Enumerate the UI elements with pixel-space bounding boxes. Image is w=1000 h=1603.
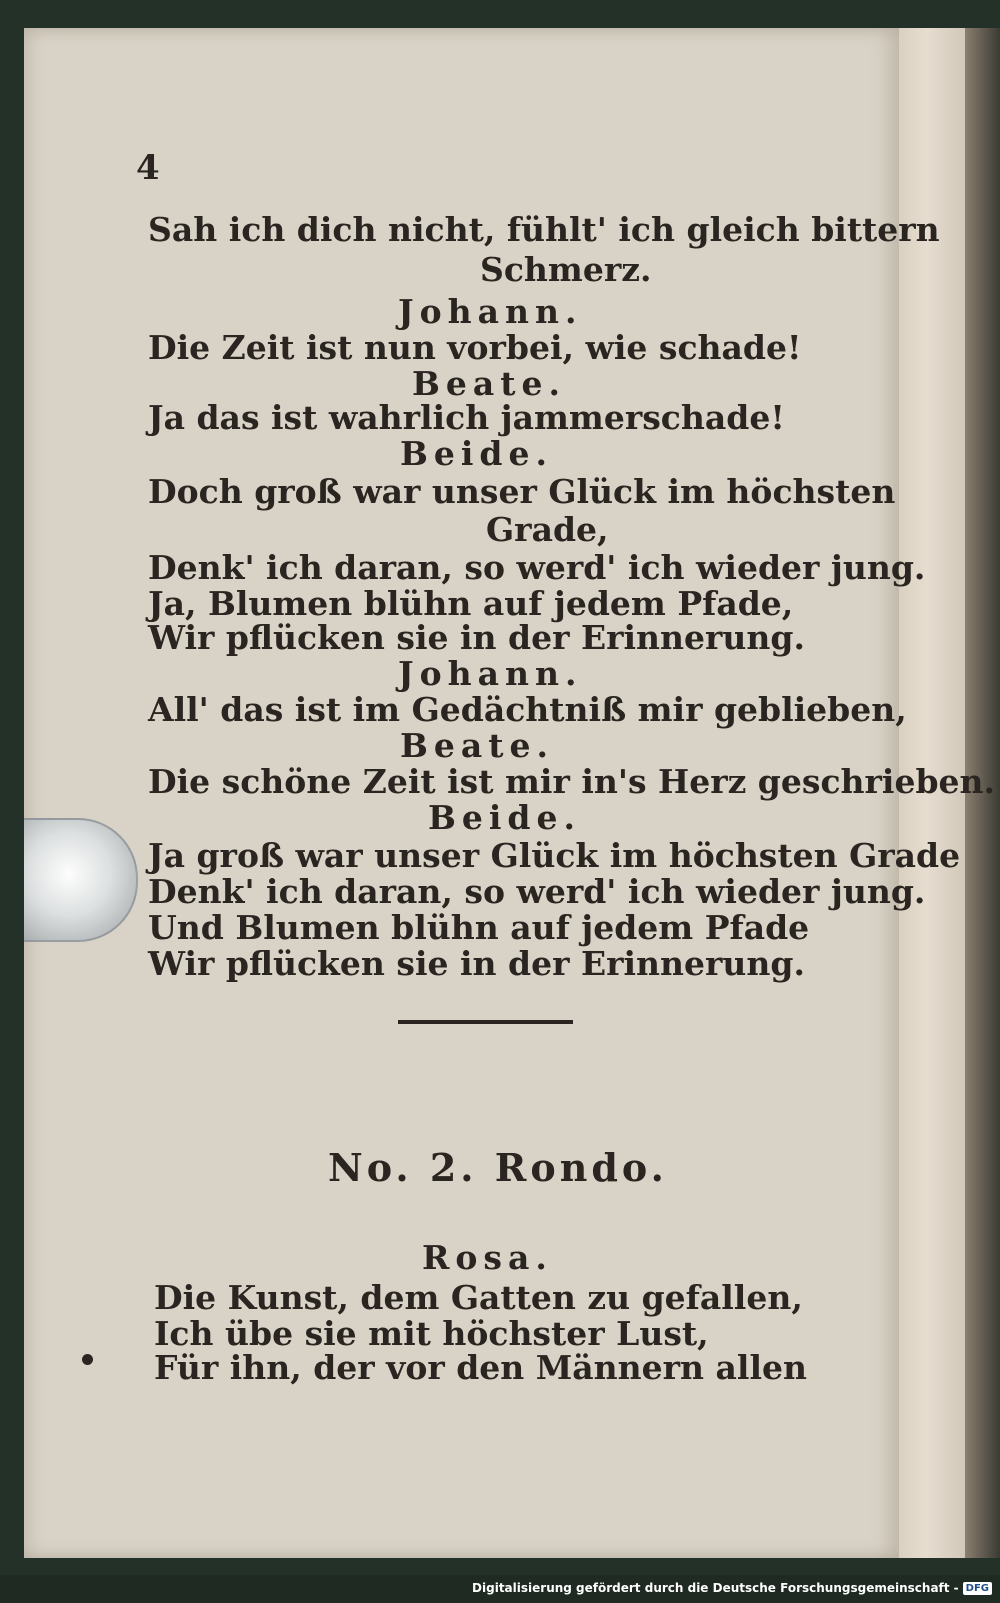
speaker-beate-2: Beate. (400, 726, 554, 765)
text-line-21: Wir pflücken sie in der Erinnerung. (148, 944, 805, 983)
digitization-credit (472, 1581, 992, 1595)
text-line-12: Wir pflücken sie in der Erinnerung. (148, 618, 805, 657)
text-line-4: Die Zeit ist nun vorbei, wie schade! (148, 328, 802, 367)
credit-text: Digitalisierung gefördert durch die Deutsche Forschungsgemeinschaft - (472, 1581, 959, 1595)
text-line-20: Und Blumen blühn auf jedem Pfade (148, 908, 810, 947)
speaker-beate-1: Beate. (412, 364, 566, 403)
text-line-11: Ja, Blumen blühn auf jedem Pfade, (148, 584, 794, 623)
text-line-1: Sah ich dich nicht, fühlt' ich gleich bittern (148, 210, 940, 249)
text-line-18: Ja groß war unser Glück im höchsten Grade (148, 836, 961, 875)
section-line-1: Die Kunst, dem Gatten zu gefallen, (154, 1278, 803, 1317)
section-divider (398, 1020, 573, 1024)
text-line-6: Ja das ist wahrlich jammerschade! (148, 398, 785, 437)
speaker-johann-1: Johann. (398, 292, 583, 331)
text-line-19: Denk' ich daran, so werd' ich wieder jung. (148, 872, 926, 911)
dfg-logo-icon: DFG (963, 1582, 992, 1595)
text-line-2: Schmerz. (480, 250, 652, 289)
page-number: 4 (136, 148, 160, 188)
speaker-johann-2: Johann. (398, 654, 583, 693)
speaker-beide-2: Beide. (428, 798, 581, 837)
section-heading: No. 2. Rondo. (328, 1145, 668, 1190)
page-clip (24, 818, 138, 942)
text-line-16: Die schöne Zeit ist mir in's Herz geschrieben. (148, 762, 996, 801)
text-line-14: All' das ist im Gedächtniß mir geblieben, (148, 690, 907, 729)
speaker-beide-1: Beide. (400, 434, 553, 473)
speaker-rosa: Rosa. (422, 1238, 553, 1277)
text-line-8: Doch groß war unser Glück im höchsten (148, 472, 896, 511)
ink-spot (82, 1354, 93, 1365)
section-line-3: Für ihn, der vor den Männern allen (154, 1348, 807, 1387)
section-line-2: Ich übe sie mit höchster Lust, (154, 1314, 709, 1353)
text-line-10: Denk' ich daran, so werd' ich wieder jung. (148, 548, 926, 587)
text-line-9: Grade, (486, 510, 609, 549)
